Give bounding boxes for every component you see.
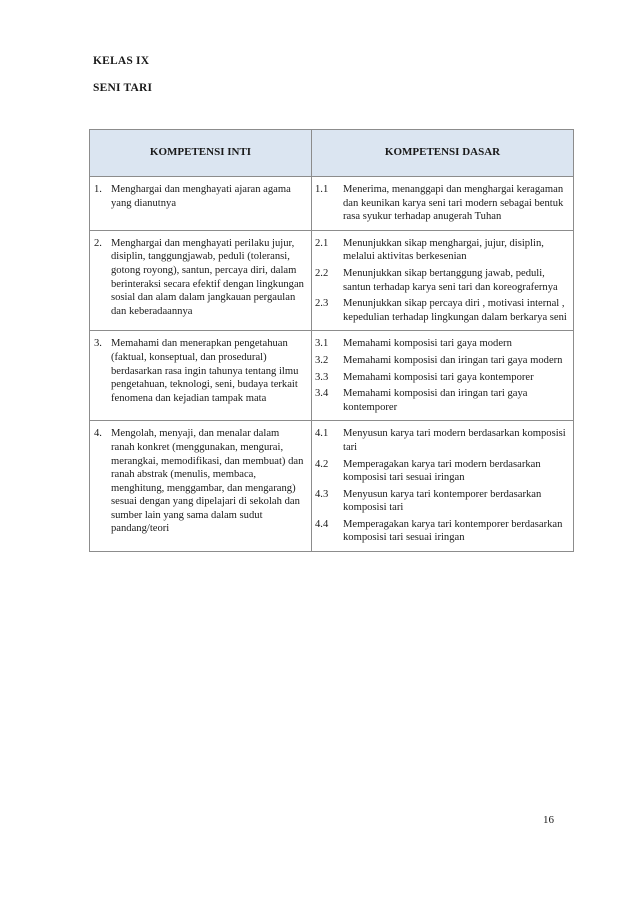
kompetensi-dasar-item — [315, 183, 567, 224]
column-header-kompetensi-inti: KOMPETENSI INTI — [90, 130, 312, 177]
kompetensi-dasar-item — [315, 427, 567, 454]
page-number: 16 — [543, 814, 554, 826]
kompetensi-dasar-item — [315, 337, 567, 351]
kompetensi-dasar-text: Menunjukkan sikap menghargai, jujur, disiplin, melalui aktivitas berkesenian — [343, 237, 544, 263]
kompetensi-dasar-text: Memahami komposisi dan iringan tari gaya modern — [343, 354, 563, 366]
kompetensi-dasar-number: 3.2 — [315, 354, 329, 366]
kompetensi-dasar-cell — [312, 177, 574, 231]
kompetensi-inti-item — [94, 427, 305, 536]
kompetensi-dasar-item — [315, 458, 567, 485]
kompetensi-dasar-item — [315, 267, 567, 294]
table-row — [90, 421, 574, 552]
kompetensi-inti-text: Menghargai dan menghayati ajaran agama yang dianutnya — [111, 184, 291, 209]
competency-table — [89, 129, 574, 552]
kompetensi-dasar-number: 3.4 — [315, 388, 329, 400]
kompetensi-inti-cell — [90, 331, 312, 421]
kompetensi-inti-number: 2. — [94, 237, 102, 249]
class-heading: KELAS IX — [93, 55, 150, 67]
kompetensi-dasar-text: Menunjukkan sikap percaya diri , motivasi internal , kepedulian terhadap lingkungan dalam berkarya seni — [343, 298, 567, 323]
kompetensi-inti-text: Memahami dan menerapkan pengetahuan (faktual, konseptual, dan prosedural) berdasarkan rasa ingin tahunya tentang ilmu pengetahuan, teknologi, seni, budaya terkait fenomena dan kejadian tampak mata — [111, 338, 299, 404]
kompetensi-inti-item — [94, 183, 305, 210]
kompetensi-dasar-number: 3.1 — [315, 338, 329, 350]
table-header-row — [90, 130, 574, 177]
kompetensi-inti-cell — [90, 421, 312, 552]
kompetensi-dasar-number: 4.2 — [315, 458, 329, 470]
kompetensi-inti-item — [94, 337, 305, 405]
kompetensi-inti-item — [94, 237, 305, 319]
kompetensi-dasar-text: Memperagakan karya tari kontemporer berdasarkan komposisi tari sesuai iringan — [343, 518, 563, 544]
kompetensi-inti-number: 4. — [94, 428, 102, 440]
kompetensi-dasar-number: 4.4 — [315, 518, 329, 530]
kompetensi-dasar-number: 2.1 — [315, 237, 329, 249]
kompetensi-dasar-item — [315, 387, 567, 414]
kompetensi-dasar-text: Menunjukkan sikap bertanggung jawab, peduli, santun terhadap karya seni tari dan koreografernya — [343, 267, 558, 293]
kompetensi-dasar-item — [315, 354, 567, 368]
kompetensi-dasar-item — [315, 371, 567, 385]
kompetensi-inti-cell — [90, 177, 312, 231]
kompetensi-dasar-number: 4.1 — [315, 428, 329, 440]
kompetensi-dasar-item — [315, 488, 567, 515]
table-row — [90, 331, 574, 421]
kompetensi-dasar-text: Memahami komposisi tari gaya kontemporer — [343, 371, 534, 383]
kompetensi-dasar-number: 3.3 — [315, 371, 329, 383]
kompetensi-inti-text: Menghargai dan menghayati perilaku jujur, disiplin, tanggungjawab, peduli (toleransi, gotong royong), santun, percaya diri, dalam berinteraksi secara efektif dengan lingkungan sosial dan alam dalam jangkauan pergaulan dan keberadaannya — [111, 237, 304, 317]
kompetensi-dasar-number: 2.2 — [315, 267, 329, 279]
kompetensi-dasar-item — [315, 518, 567, 545]
subject-heading: SENI TARI — [93, 82, 153, 94]
kompetensi-inti-cell — [90, 230, 312, 331]
kompetensi-dasar-text: Memperagakan karya tari modern berdasarkan komposisi tari sesuai iringan — [343, 458, 541, 484]
kompetensi-dasar-item — [315, 297, 567, 324]
kompetensi-dasar-number: 1.1 — [315, 184, 329, 195]
kompetensi-dasar-text: Memahami komposisi dan iringan tari gaya kontemporer — [343, 388, 528, 413]
kompetensi-dasar-item — [315, 237, 567, 264]
kompetensi-dasar-text: Memahami komposisi tari gaya modern — [343, 338, 512, 350]
kompetensi-dasar-text: Menerima, menanggapi dan menghargai keragaman dan keunikan karya seni tari modern sebagai bentuk rasa syukur terhadap anugerah Tuhan — [343, 184, 564, 223]
kompetensi-dasar-number: 4.3 — [315, 488, 329, 500]
column-header-kompetensi-dasar: KOMPETENSI DASAR — [312, 130, 574, 177]
kompetensi-dasar-text: Menyusun karya tari kontemporer berdasarkan komposisi tari — [343, 488, 542, 514]
kompetensi-dasar-cell — [312, 421, 574, 552]
kompetensi-dasar-cell — [312, 331, 574, 421]
kompetensi-dasar-cell — [312, 230, 574, 331]
kompetensi-inti-text: Mengolah, menyaji, dan menalar dalam ranah konkret (menggunakan, mengurai, merangkai, memodifikasi, dan membuat) dan ranah abstrak (menulis, membaca, menghitung, menggambar, dan mengarang) sesuai dengan yang dipelajari di sekolah dan sumber lain yang sama dalam sudut pandang/teori — [111, 428, 304, 535]
kompetensi-dasar-number: 2.3 — [315, 298, 329, 310]
kompetensi-dasar-text: Menyusun karya tari modern berdasarkan komposisi tari — [343, 428, 566, 453]
kompetensi-inti-number: 1. — [94, 184, 102, 195]
table-row — [90, 177, 574, 231]
table-row — [90, 230, 574, 331]
kompetensi-inti-number: 3. — [94, 338, 102, 350]
